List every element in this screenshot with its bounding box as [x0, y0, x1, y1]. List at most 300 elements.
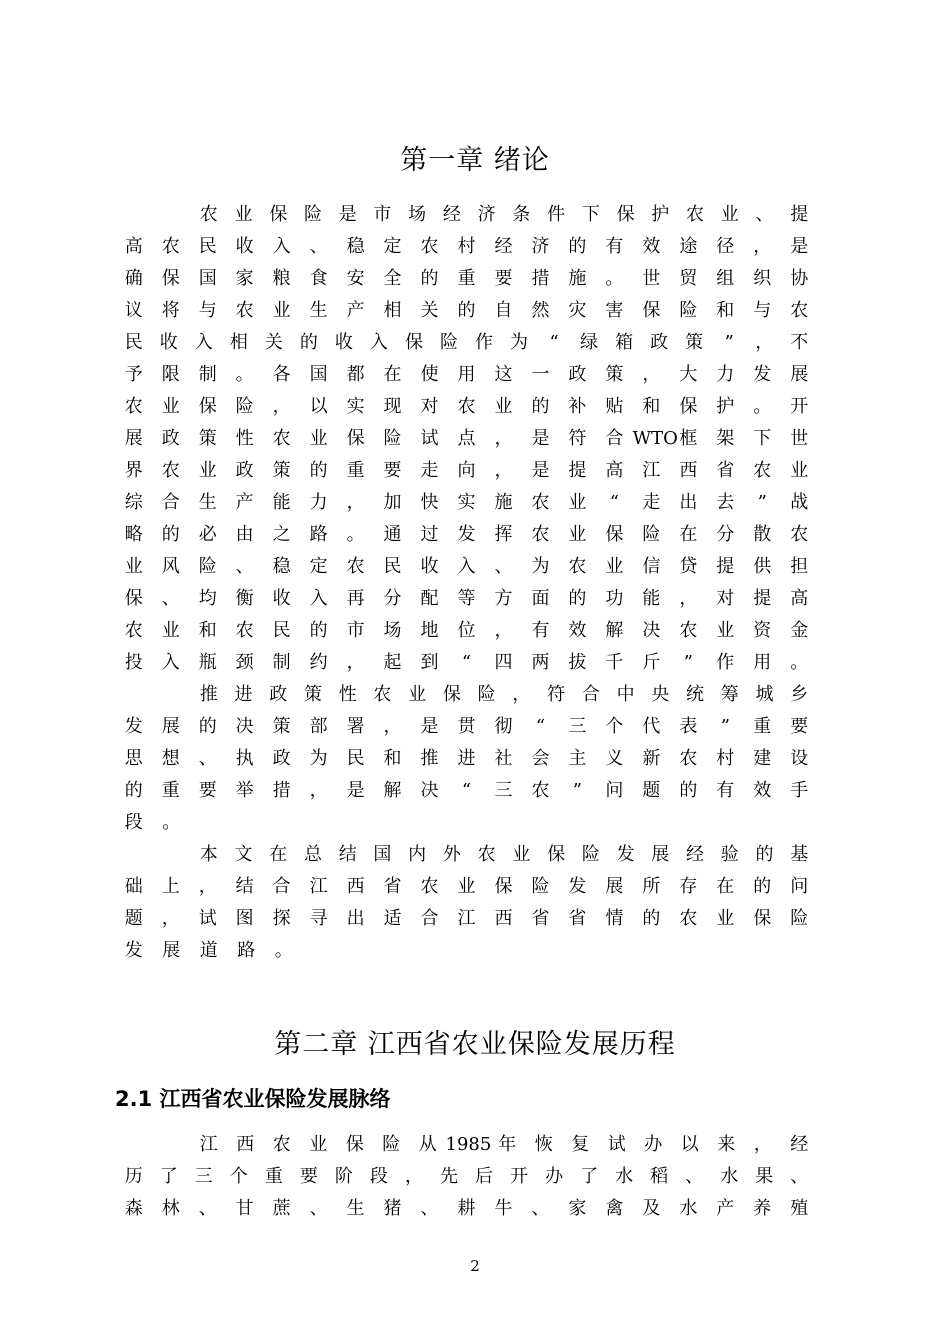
text-glyph: 与 [753, 300, 772, 321]
text-glyph: 三 [494, 780, 513, 801]
text-glyph: 、 [198, 1198, 217, 1219]
text-glyph: 业 [161, 620, 180, 641]
text-glyph: 的 [309, 460, 328, 481]
text-line [115, 1193, 818, 1225]
text-glyph: 贷 [679, 556, 698, 577]
text-glyph: 产 [346, 300, 365, 321]
text-glyph: 农 [753, 460, 772, 481]
text-glyph: 面 [531, 588, 550, 609]
text-glyph: 经 [790, 1134, 809, 1155]
text-glyph: ， [753, 1134, 772, 1155]
text-line [115, 391, 818, 423]
text-glyph: 挥 [494, 524, 513, 545]
text-line [115, 359, 818, 391]
text-glyph: 保 [346, 428, 365, 449]
text-glyph: 径 [716, 236, 735, 257]
text-glyph: 策 [685, 332, 704, 353]
text-glyph: 题 [124, 908, 143, 929]
text-glyph: 、 [161, 588, 180, 609]
text-glyph: 业 [790, 460, 809, 481]
text-glyph: 农 [420, 236, 439, 257]
text-glyph: 民 [124, 332, 143, 353]
text-glyph: 供 [753, 556, 772, 577]
text-glyph: 为 [531, 556, 550, 577]
text-glyph: 走 [420, 460, 439, 481]
text-glyph: 展 [790, 364, 809, 385]
text-glyph: 了 [580, 1166, 599, 1187]
text-glyph: 以 [309, 396, 328, 417]
text-glyph: 础 [124, 876, 143, 897]
text-glyph: 信 [642, 556, 661, 577]
text-glyph: 为 [309, 748, 328, 769]
text-glyph: 农 [477, 844, 496, 865]
text-glyph: 去 [716, 492, 735, 513]
text-glyph: 性 [338, 684, 357, 705]
text-glyph: 业 [716, 620, 735, 641]
text-glyph: 方 [494, 588, 513, 609]
text-glyph: 西 [494, 908, 513, 929]
text-glyph: 定 [309, 556, 328, 577]
text-glyph: 起 [383, 652, 402, 673]
text-glyph: 农 [457, 396, 476, 417]
text-glyph: 政 [272, 748, 291, 769]
text-glyph: ， [753, 236, 772, 257]
text-glyph: 业 [512, 844, 531, 865]
text-glyph: 生 [346, 1198, 365, 1219]
text-glyph: 各 [272, 364, 291, 385]
text-glyph: 在 [383, 364, 402, 385]
text-glyph: “ [609, 492, 619, 513]
text-glyph: 安 [346, 268, 365, 289]
text-glyph: 果 [755, 1166, 774, 1187]
text-glyph: 所 [642, 876, 661, 897]
text-glyph: 养 [753, 1198, 772, 1219]
text-line [115, 423, 818, 455]
text-glyph: 市 [373, 204, 392, 225]
text-glyph: 用 [457, 364, 476, 385]
text-glyph: 入 [194, 332, 213, 353]
text-glyph: 探 [272, 908, 291, 929]
text-glyph: 相 [229, 332, 248, 353]
text-glyph: 政 [650, 332, 669, 353]
text-glyph: 重 [753, 716, 772, 737]
text-glyph: 是 [790, 236, 809, 257]
text-glyph: 展 [124, 428, 143, 449]
text-glyph: 入 [369, 332, 388, 353]
text-glyph: 能 [272, 492, 291, 513]
text-glyph: 和 [642, 396, 661, 417]
text-glyph: 市 [346, 620, 365, 641]
text-glyph: ” [572, 780, 582, 801]
text-glyph: 、 [531, 1198, 550, 1219]
text-glyph: 略 [124, 524, 143, 545]
text-glyph: 是 [420, 716, 439, 737]
text-glyph: 重 [264, 1166, 283, 1187]
text-glyph: 展 [161, 716, 180, 737]
text-glyph: 的 [198, 716, 217, 737]
text-glyph: 符 [568, 428, 587, 449]
text-glyph: 农 [568, 556, 587, 577]
text-glyph: 农 [679, 748, 698, 769]
text-glyph: 保 [404, 332, 423, 353]
text-glyph: 三 [194, 1166, 213, 1187]
text-glyph: ， [512, 684, 531, 705]
text-line [115, 807, 818, 839]
text-glyph: 世 [790, 428, 809, 449]
text-glyph: 。 [790, 652, 809, 673]
text-line [115, 743, 818, 775]
text-glyph: 从 [418, 1134, 437, 1155]
text-glyph: 合 [605, 428, 624, 449]
text-glyph: 水 [720, 1166, 739, 1187]
text-glyph: 贸 [679, 268, 698, 289]
text-glyph: 战 [790, 492, 809, 513]
text-line [115, 263, 818, 295]
text-glyph: 均 [198, 588, 217, 609]
text-glyph: 1985 [445, 1134, 492, 1155]
text-glyph: 重 [161, 780, 180, 801]
text-glyph: 收 [334, 332, 353, 353]
text-glyph: 等 [457, 588, 476, 609]
text-line [115, 487, 818, 519]
text-glyph: 本 [199, 844, 218, 865]
text-glyph: 补 [568, 396, 587, 417]
text-glyph: 展 [605, 876, 624, 897]
text-glyph: 殖 [790, 1198, 809, 1219]
text-glyph: ， [198, 876, 217, 897]
text-glyph: 场 [408, 204, 427, 225]
text-glyph: 险 [235, 396, 254, 417]
text-glyph: 开 [510, 1166, 529, 1187]
text-glyph: 收 [272, 588, 291, 609]
text-glyph: “ [549, 332, 559, 353]
text-glyph: 要 [790, 716, 809, 737]
text-glyph: 、 [494, 556, 513, 577]
text-glyph: 险 [531, 876, 550, 897]
text-line [115, 935, 818, 967]
text-glyph: 复 [571, 1134, 590, 1155]
text-glyph: 险 [198, 556, 217, 577]
text-glyph: 符 [547, 684, 566, 705]
text-glyph: 有 [605, 236, 624, 257]
text-glyph: 效 [642, 236, 661, 257]
text-glyph: 险 [303, 204, 322, 225]
text-glyph: 适 [383, 908, 402, 929]
text-glyph: 结 [235, 876, 254, 897]
text-glyph: 政 [161, 428, 180, 449]
text-glyph: 以 [680, 1134, 699, 1155]
text-glyph: 条 [512, 204, 531, 225]
text-glyph: 济 [477, 204, 496, 225]
text-glyph: 保 [345, 1134, 364, 1155]
text-glyph: 资 [753, 620, 772, 641]
text-glyph: 农 [124, 396, 143, 417]
text-glyph: 。 [162, 812, 181, 833]
text-glyph: 然 [531, 300, 550, 321]
text-glyph: ， [494, 620, 513, 641]
text-glyph: ， [755, 332, 774, 353]
text-glyph: 办 [644, 1134, 663, 1155]
text-glyph: 三 [568, 716, 587, 737]
text-glyph: 农 [679, 620, 698, 641]
text-glyph: 业 [494, 396, 513, 417]
text-glyph: 高 [605, 460, 624, 481]
text-glyph: 政 [235, 460, 254, 481]
text-glyph: 情 [605, 908, 624, 929]
text-glyph: 加 [383, 492, 402, 513]
text-line [115, 775, 818, 807]
text-glyph: 的 [299, 332, 318, 353]
text-glyph: 农 [531, 524, 550, 545]
text-glyph: ， [642, 364, 661, 385]
text-glyph: 织 [753, 268, 772, 289]
text-glyph: 拔 [568, 652, 587, 673]
text-glyph: 对 [420, 396, 439, 417]
text-glyph: 害 [605, 300, 624, 321]
text-glyph: 全 [383, 268, 402, 289]
text-glyph: 关 [264, 332, 283, 353]
text-glyph: 力 [716, 364, 735, 385]
text-glyph: 有 [716, 780, 735, 801]
text-glyph: 下 [581, 204, 600, 225]
text-glyph: 斤 [642, 652, 661, 673]
text-line [115, 615, 818, 647]
text-glyph: 和 [198, 620, 217, 641]
text-glyph: ” [683, 652, 693, 673]
text-glyph: 恢 [534, 1134, 553, 1155]
text-glyph: 历 [124, 1166, 143, 1187]
text-glyph: 决 [642, 620, 661, 641]
text-glyph: 农 [272, 1134, 291, 1155]
text-glyph: 农 [235, 300, 254, 321]
text-glyph: 位 [457, 620, 476, 641]
text-glyph: 业 [309, 428, 328, 449]
text-glyph: 险 [642, 524, 661, 545]
text-glyph: 上 [161, 876, 180, 897]
text-glyph: 题 [642, 780, 661, 801]
text-glyph: 产 [235, 492, 254, 513]
text-glyph: 问 [790, 876, 809, 897]
text-glyph: 会 [531, 748, 550, 769]
text-glyph: 场 [383, 620, 402, 641]
text-glyph: 业 [408, 684, 427, 705]
text-glyph: 是 [531, 428, 550, 449]
text-glyph: 效 [753, 780, 772, 801]
text-glyph: 江 [309, 876, 328, 897]
text-line [115, 711, 818, 743]
chapter-1-paragraph-1 [115, 199, 818, 679]
text-glyph: 统 [686, 684, 705, 705]
text-glyph: 农 [199, 204, 218, 225]
text-glyph: 作 [475, 332, 493, 353]
text-glyph: 为 [510, 332, 529, 353]
text-line [115, 199, 818, 231]
text-glyph: 入 [272, 236, 291, 257]
text-glyph: 先 [439, 1166, 458, 1187]
text-glyph: 高 [790, 588, 809, 609]
text-glyph: 实 [457, 492, 476, 513]
text-glyph: 经 [494, 236, 513, 257]
text-glyph: 省 [568, 908, 587, 929]
chapter-1-paragraph-3 [115, 839, 818, 967]
text-glyph: 出 [679, 492, 698, 513]
text-glyph: 业 [161, 396, 180, 417]
text-glyph: 重 [346, 460, 365, 481]
text-glyph: 试 [607, 1134, 626, 1155]
text-glyph: 农 [790, 300, 809, 321]
text-glyph: 功 [605, 588, 624, 609]
text-glyph: 的 [642, 908, 661, 929]
text-glyph: 、 [685, 1166, 704, 1187]
section-2-1-paragraph-1 [115, 1129, 818, 1225]
text-glyph: 发 [457, 524, 476, 545]
text-glyph: 确 [124, 268, 143, 289]
text-glyph: 都 [346, 364, 365, 385]
text-glyph: 护 [716, 396, 735, 417]
text-glyph: 高 [124, 236, 143, 257]
text-glyph: 的 [309, 620, 328, 641]
text-glyph: 一 [531, 364, 550, 385]
text-glyph: 筹 [720, 684, 739, 705]
text-glyph: 灾 [568, 300, 587, 321]
text-glyph: 发 [124, 940, 143, 961]
text-glyph: 点 [457, 428, 476, 449]
text-glyph: 措 [531, 268, 550, 289]
text-glyph: 家 [568, 1198, 587, 1219]
text-glyph: 、 [420, 1198, 439, 1219]
text-glyph: 在 [679, 524, 698, 545]
text-glyph: 合 [272, 876, 291, 897]
text-glyph: 险 [382, 1134, 401, 1155]
text-glyph: ， [309, 780, 328, 801]
text-glyph: 国 [373, 844, 392, 865]
text-glyph: 图 [235, 908, 254, 929]
text-glyph: 的 [457, 300, 476, 321]
text-glyph: 的 [753, 876, 772, 897]
text-glyph: 制 [272, 652, 291, 673]
text-glyph: 西 [236, 1134, 255, 1155]
text-glyph: 经 [686, 844, 705, 865]
text-glyph: 表 [679, 716, 698, 737]
text-glyph: 业 [198, 460, 217, 481]
text-glyph: 推 [420, 748, 439, 769]
text-glyph: 险 [581, 844, 600, 865]
text-glyph: 外 [442, 844, 461, 865]
text-glyph: 路 [309, 524, 328, 545]
text-glyph: 险 [477, 684, 496, 705]
text-glyph: 、 [790, 1166, 809, 1187]
text-glyph: 思 [124, 748, 143, 769]
text-glyph: 举 [235, 780, 254, 801]
text-glyph: 生 [198, 492, 217, 513]
text-glyph: 民 [272, 620, 291, 641]
text-glyph: 开 [790, 396, 809, 417]
text-glyph: 保 [124, 588, 143, 609]
text-glyph: 和 [383, 748, 402, 769]
text-glyph: 的 [124, 780, 143, 801]
text-glyph: 要 [383, 460, 402, 481]
text-glyph: 提 [716, 556, 735, 577]
text-glyph: WTO [632, 428, 678, 449]
text-glyph: 相 [383, 300, 402, 321]
text-glyph: 现 [383, 396, 402, 417]
text-glyph: 手 [790, 780, 809, 801]
text-glyph: 城 [755, 684, 774, 705]
text-glyph: 瓶 [198, 652, 217, 673]
text-glyph: 投 [124, 652, 143, 673]
text-glyph: 年 [498, 1134, 517, 1155]
text-glyph: 提 [568, 460, 587, 481]
text-line [115, 839, 818, 871]
text-glyph: 国 [309, 364, 328, 385]
text-glyph: ， [679, 588, 698, 609]
text-glyph: “ [535, 716, 546, 737]
text-glyph: 策 [198, 428, 217, 449]
text-glyph: 试 [198, 908, 217, 929]
text-glyph: 保 [605, 524, 624, 545]
text-glyph: 限 [161, 364, 180, 385]
text-glyph: 验 [720, 844, 739, 865]
text-glyph: 保 [679, 396, 698, 417]
text-glyph: 问 [605, 780, 624, 801]
text-glyph: 生 [309, 300, 328, 321]
text-glyph: 代 [642, 716, 661, 737]
text-glyph: 分 [716, 524, 735, 545]
text-glyph: 试 [420, 428, 439, 449]
text-glyph: 担 [790, 556, 809, 577]
text-glyph: 贯 [457, 716, 476, 737]
text-glyph: 予 [124, 364, 143, 385]
text-glyph: 江 [457, 908, 476, 929]
text-glyph: 千 [605, 652, 624, 673]
text-glyph: “ [461, 780, 472, 801]
text-glyph: 业 [234, 204, 253, 225]
text-glyph: 发 [753, 364, 772, 385]
text-glyph: 保 [442, 684, 461, 705]
text-glyph: 部 [309, 716, 328, 737]
text-glyph: 入 [309, 588, 328, 609]
text-glyph: 设 [790, 748, 809, 769]
text-glyph: 过 [420, 524, 439, 545]
text-glyph: 保 [753, 908, 772, 929]
section-2-1-title: 2.1 江西省农业保险发展脉络 [115, 1087, 391, 1111]
text-glyph: 社 [494, 748, 513, 769]
text-glyph: 这 [494, 364, 513, 385]
text-glyph: 及 [642, 1198, 661, 1219]
text-glyph: 道 [199, 940, 218, 961]
text-glyph: 入 [457, 556, 476, 577]
text-glyph: 之 [272, 524, 291, 545]
text-line [115, 903, 818, 935]
text-line [115, 1161, 818, 1193]
text-glyph: 约 [309, 652, 328, 673]
text-glyph: 办 [545, 1166, 564, 1187]
text-glyph: 文 [234, 844, 253, 865]
text-glyph: 要 [299, 1166, 318, 1187]
text-glyph: 解 [383, 780, 402, 801]
text-glyph: 保 [547, 844, 566, 865]
text-line [115, 231, 818, 263]
text-glyph: 村 [457, 236, 476, 257]
text-glyph: 猪 [383, 1198, 402, 1219]
text-glyph: 绿 [580, 332, 599, 353]
text-line [115, 679, 818, 711]
text-glyph: 策 [272, 716, 291, 737]
text-glyph: 保 [642, 300, 661, 321]
text-glyph: 出 [346, 908, 365, 929]
text-glyph: 的 [755, 844, 774, 865]
text-glyph: 民 [198, 236, 217, 257]
